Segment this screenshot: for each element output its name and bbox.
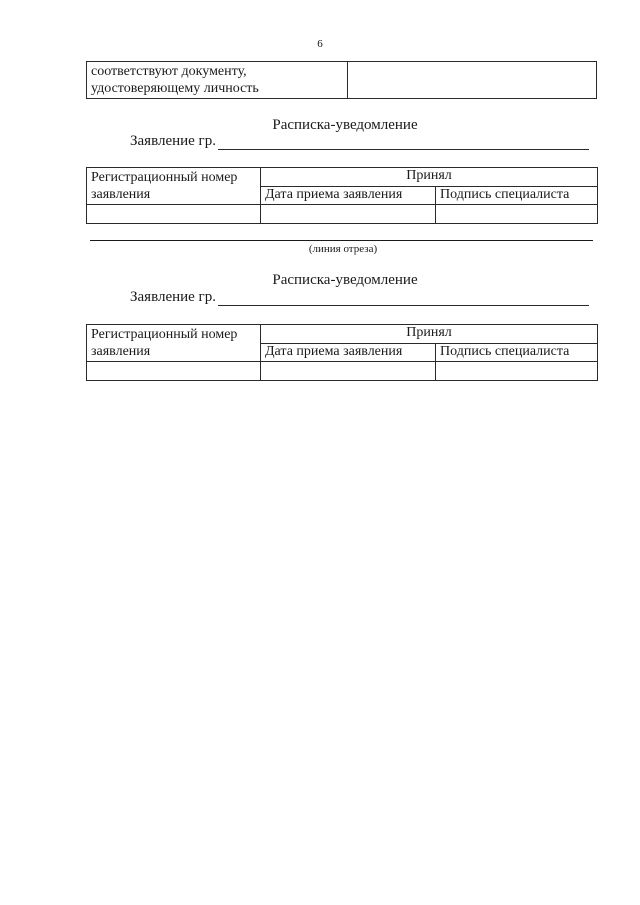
identity-value-cell (348, 62, 597, 99)
cut-line-label: (линия отреза) (308, 243, 378, 255)
applicant-line-1 (130, 133, 589, 150)
applicant-name-blank-2[interactable] (218, 290, 589, 306)
reg-number-header-2: Регистрационный номер заявления (87, 325, 261, 362)
signature-header-2: Подпись специалиста (436, 343, 598, 362)
date-cell-1[interactable] (261, 205, 436, 224)
reg-number-header-1: Регистрационный номер заявления (87, 168, 261, 205)
receipt-table-1 (86, 167, 598, 224)
receipt-title-2: Расписка-уведомление (272, 272, 418, 288)
page-number: 6 (317, 38, 323, 50)
applicant-label-2: Заявление гр. (130, 289, 216, 305)
applicant-label-1: Заявление гр. (130, 133, 216, 149)
signature-cell-1[interactable] (436, 205, 598, 224)
date-header-1: Дата приема заявления (261, 186, 436, 205)
signature-header-1: Подпись специалиста (436, 186, 598, 205)
applicant-name-blank-1[interactable] (218, 134, 589, 150)
receipt-table-2 (86, 324, 598, 381)
identity-text-cell: соответствуют документу, удостоверяющему личность (87, 62, 348, 99)
top-continuation-table (86, 61, 597, 99)
accepted-header-1: Принял (261, 168, 598, 187)
cut-line (90, 240, 593, 241)
applicant-line-2 (130, 289, 589, 306)
receipt-title-1: Расписка-уведомление (272, 117, 418, 133)
signature-cell-2[interactable] (436, 362, 598, 381)
reg-number-cell-1[interactable] (87, 205, 261, 224)
accepted-header-2: Принял (261, 325, 598, 344)
date-cell-2[interactable] (261, 362, 436, 381)
date-header-2: Дата приема заявления (261, 343, 436, 362)
reg-number-cell-2[interactable] (87, 362, 261, 381)
